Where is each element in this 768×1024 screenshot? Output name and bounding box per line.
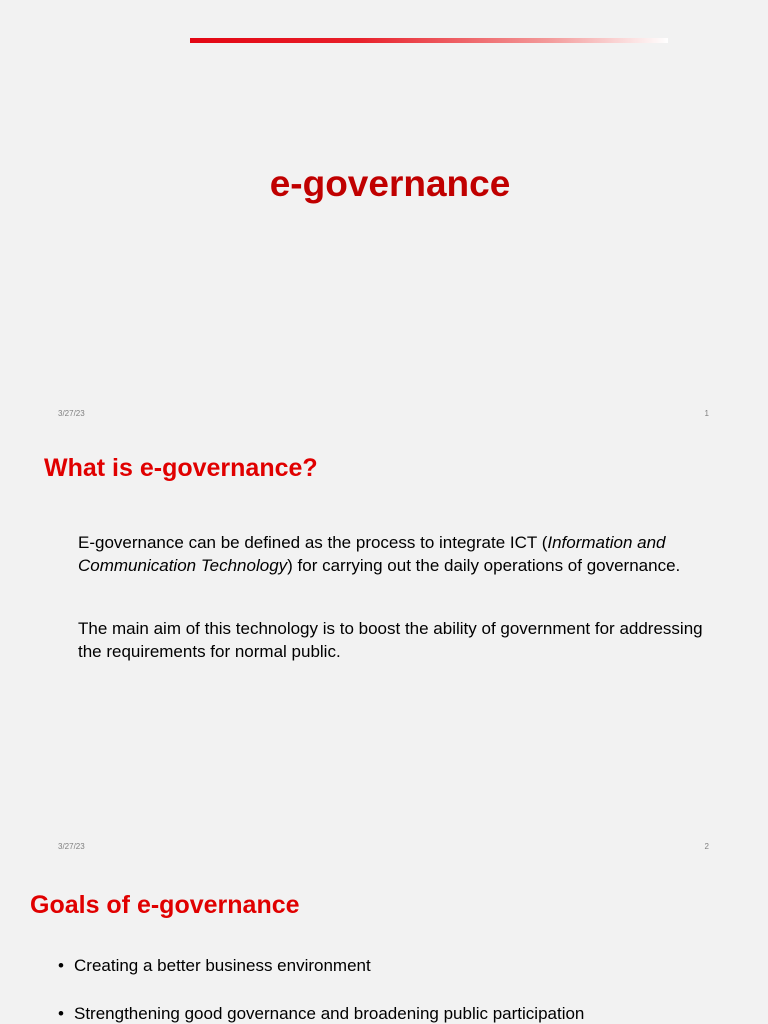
page-number: 2	[704, 842, 709, 851]
slide-1	[0, 0, 768, 432]
slide-3	[0, 864, 768, 1024]
aim-paragraph: The main aim of this technology is to boost the ability of government for addressing the requirements for normal public.	[78, 619, 703, 661]
slide-title: e-governance	[269, 163, 511, 204]
ict-expansion: Information and Communication Technology	[78, 533, 666, 575]
goals-list	[58, 956, 584, 1024]
accent-bar	[190, 38, 668, 43]
definition-paragraph	[78, 531, 728, 577]
slide-heading: What is e-governance?	[44, 454, 318, 482]
definition-text-end: ) for carrying out the daily operations of governance.	[287, 556, 681, 575]
list-item: • Strengthening good governance and broadening public participation	[58, 1004, 584, 1024]
page-number: 1	[704, 409, 709, 418]
footer-date: 3/27/23	[58, 842, 85, 851]
definition-text-start: E-governance can be defined as the process to integrate ICT (	[78, 533, 548, 552]
footer-date: 3/27/23	[58, 409, 85, 418]
slide-2	[0, 432, 768, 864]
slide-heading: Goals of e-governance	[30, 891, 300, 919]
list-item: • Creating a better business environment	[58, 956, 584, 976]
